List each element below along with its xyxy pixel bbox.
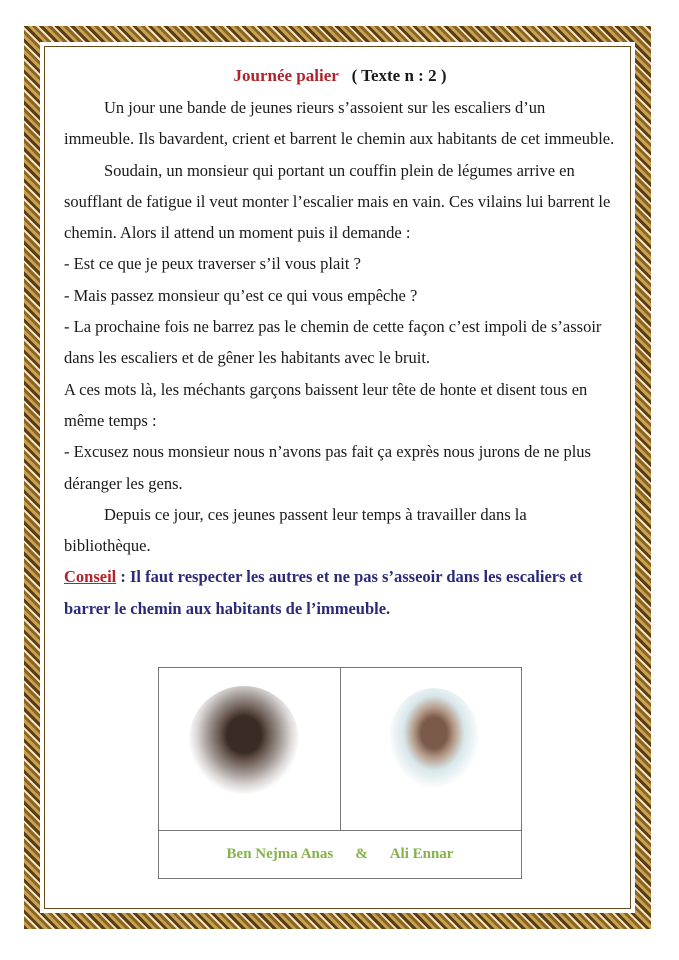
title-text-number: ( Texte n : 2 ) bbox=[351, 66, 447, 85]
paragraph-2: Soudain, un monsieur qui portant un couffin plein de légumes arrive en soufflant de fatigue il veut monter l’escalier mais en vain. Ces vilains lui barrent le chemin. Alors il attend un moment puis il demande : bbox=[64, 160, 611, 243]
author-name-2: Ali Ennar bbox=[389, 846, 454, 862]
authors-table bbox=[158, 667, 522, 879]
document-body bbox=[64, 64, 616, 624]
paragraph-3: A ces mots là, les méchants garçons baissent leur tête de honte et disent tous en même temps : bbox=[64, 379, 588, 430]
author-connector: & bbox=[355, 846, 368, 862]
dialogue-line-2: - Mais passez monsieur qu’est ce qui vous empêche ? bbox=[64, 285, 418, 305]
photo-cell-left bbox=[159, 668, 341, 830]
dialogue-line-1: - Est ce que je peux traverser s’il vous plait ? bbox=[64, 254, 361, 274]
author-photo-1 bbox=[189, 686, 299, 794]
advice-label: Conseil bbox=[64, 567, 117, 587]
advice-block bbox=[64, 561, 616, 624]
photo-cell-right bbox=[341, 668, 522, 830]
advice-separator: : bbox=[116, 567, 131, 587]
paragraph-4: Depuis ce jour, ces jeunes passent leur temps à travailler dans la bibliothèque. bbox=[64, 504, 527, 556]
dialogue-line-3: - La prochaine fois ne barrez pas le chemin de cette façon c’est impoli de s’assoir dans les escaliers et de gêner les habitants avec le bruit. bbox=[64, 317, 602, 368]
dialogue-line-4: - Excusez nous monsieur nous n’avons pas fait ça exprès nous jurons de ne plus déranger les gens. bbox=[64, 442, 591, 493]
document-title bbox=[64, 64, 616, 88]
author-photo-2 bbox=[389, 688, 479, 788]
paragraph-1: Un jour une bande de jeunes rieurs s’assoient sur les escaliers d’un immeuble. Ils bavardent, crient et barrent le chemin aux habitants de cet immeuble. bbox=[64, 98, 615, 149]
advice-text: Il faut respecter les autres et ne pas s’asseoir dans les escaliers et barrer le chemin aux habitants de l’immeuble. bbox=[64, 567, 583, 618]
title-main: Journée palier bbox=[233, 66, 339, 85]
authors-caption bbox=[159, 830, 521, 878]
author-name-1: Ben Nejma Anas bbox=[226, 846, 334, 862]
